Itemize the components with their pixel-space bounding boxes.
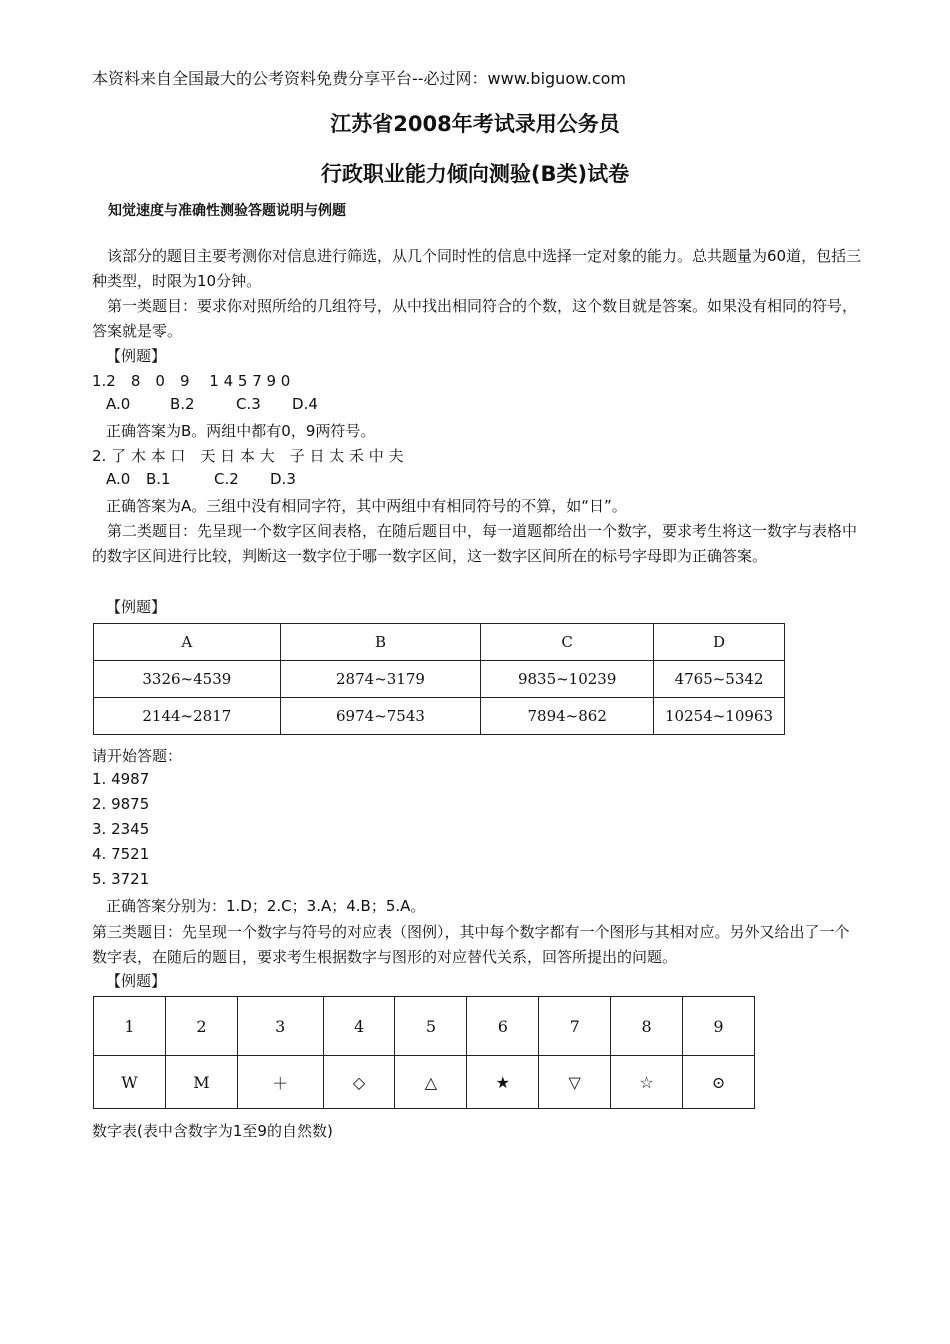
symbol-cell: W bbox=[94, 1056, 166, 1109]
table-cell: 6974~7543 bbox=[280, 698, 481, 735]
symbol-cell: M bbox=[165, 1056, 237, 1109]
table-header-cell: B bbox=[280, 624, 481, 661]
table-row bbox=[94, 1056, 755, 1109]
number-cell: 9 bbox=[683, 997, 755, 1056]
source-header: 本资料来自全国最大的公考资料免费分享平台--必过网：www.biguow.com bbox=[92, 69, 626, 88]
table-cell: 9835~10239 bbox=[481, 661, 654, 698]
symbol-cell: ☆ bbox=[611, 1056, 683, 1109]
number-cell: 5 bbox=[395, 997, 467, 1056]
symbol-cell: ＋ bbox=[237, 1056, 323, 1109]
table-cell: 4765~5342 bbox=[654, 661, 785, 698]
section-heading: 知觉速度与准确性测验答题说明与例题 bbox=[108, 203, 346, 219]
table-cell: 3326~4539 bbox=[94, 661, 281, 698]
question-item: 5. 3721 bbox=[92, 870, 150, 888]
start-label: 请开始答题： bbox=[92, 747, 183, 765]
number-table-note: 数字表(表中含数字为1至9的自然数) bbox=[92, 1122, 333, 1140]
example-label: 【例题】 bbox=[106, 347, 167, 365]
question-item: 1. 4987 bbox=[92, 770, 150, 788]
example2-option: D.3 bbox=[270, 470, 296, 488]
example1-answer: 正确答案为B。两组中都有0，9两符号。 bbox=[106, 422, 376, 440]
table-cell: 7894~862 bbox=[481, 698, 654, 735]
number-cell: 1 bbox=[94, 997, 166, 1056]
example2-option: A.0 bbox=[106, 470, 131, 488]
example1-option: D.4 bbox=[292, 395, 318, 413]
table-header-cell: A bbox=[94, 624, 281, 661]
type3-description: 第三类题目：先呈现一个数字与符号的对应表（图例），其中每个数字都有一个图形与其相对应。另外又给出了一个数字表，在随后的题目，要求考生根据数字与图形的对应替代关系，回答所提出的问题。 bbox=[92, 923, 850, 966]
table-row bbox=[94, 661, 785, 698]
number-cell: 4 bbox=[323, 997, 395, 1056]
page-title: 江苏省2008年考试录用公务员 bbox=[330, 112, 620, 136]
symbol-cell: ⊙ bbox=[683, 1056, 755, 1109]
symbol-cell: ★ bbox=[467, 1056, 539, 1109]
intro-paragraph: 该部分的题目主要考测你对信息进行筛选，从几个同时性的信息中选择一定对象的能力。总共题量为60道，包括三种类型，时限为10分钟。 bbox=[92, 247, 862, 290]
table-row bbox=[94, 698, 785, 735]
table-cell: 2144~2817 bbox=[94, 698, 281, 735]
symbol-cell: ◇ bbox=[323, 1056, 395, 1109]
example2-question: 2. 了 木 本 口 天 日 本 大 子 日 太 禾 中 夫 bbox=[92, 447, 404, 465]
question-item: 3. 2345 bbox=[92, 820, 150, 838]
table-row bbox=[94, 997, 755, 1056]
table-cell: 10254~10963 bbox=[654, 698, 785, 735]
example1-option: B.2 bbox=[170, 395, 195, 413]
number-cell: 3 bbox=[237, 997, 323, 1056]
type1-description: 第一类题目：要求你对照所给的几组符号，从中找出相同符合的个数，这个数目就是答案。如果没有相同的符号，答案就是零。 bbox=[92, 297, 858, 340]
symbol-table bbox=[93, 996, 755, 1109]
number-cell: 6 bbox=[467, 997, 539, 1056]
number-cell: 7 bbox=[539, 997, 611, 1056]
example1-option: A.0 bbox=[106, 395, 131, 413]
symbol-cell: △ bbox=[395, 1056, 467, 1109]
example2-option: B.1 bbox=[146, 470, 171, 488]
example-label: 【例题】 bbox=[106, 972, 167, 990]
number-cell: 2 bbox=[165, 997, 237, 1056]
example1-question: 1.2 8 0 9 1 4 5 7 9 0 bbox=[92, 372, 291, 390]
symbol-cell: ▽ bbox=[539, 1056, 611, 1109]
number-cell: 8 bbox=[611, 997, 683, 1056]
page-subtitle: 行政职业能力倾向测验(B类)试卷 bbox=[320, 162, 630, 186]
table-cell: 2874~3179 bbox=[280, 661, 481, 698]
example2-answer: 正确答案为A。三组中没有相同字符，其中两组中有相同符号的不算，如“日”。 bbox=[106, 497, 627, 515]
question-item: 2. 9875 bbox=[92, 795, 150, 813]
table-header-cell: D bbox=[654, 624, 785, 661]
example-label: 【例题】 bbox=[106, 598, 167, 616]
table-header-cell: C bbox=[481, 624, 654, 661]
example2-option: C.2 bbox=[214, 470, 239, 488]
answers-summary: 正确答案分别为：1.D；2.C；3.A；4.B；5.A。 bbox=[106, 897, 426, 915]
interval-table bbox=[93, 623, 785, 735]
type2-description: 第二类题目：先呈现一个数字区间表格，在随后题目中，每一道题都给出一个数字，要求考生将这一数字与表格中的数字区间进行比较，判断这一数字位于哪一数字区间，这一数字区间所在的标号字母即为正确答案。 bbox=[92, 522, 858, 565]
question-item: 4. 7521 bbox=[92, 845, 150, 863]
example1-option: C.3 bbox=[236, 395, 261, 413]
